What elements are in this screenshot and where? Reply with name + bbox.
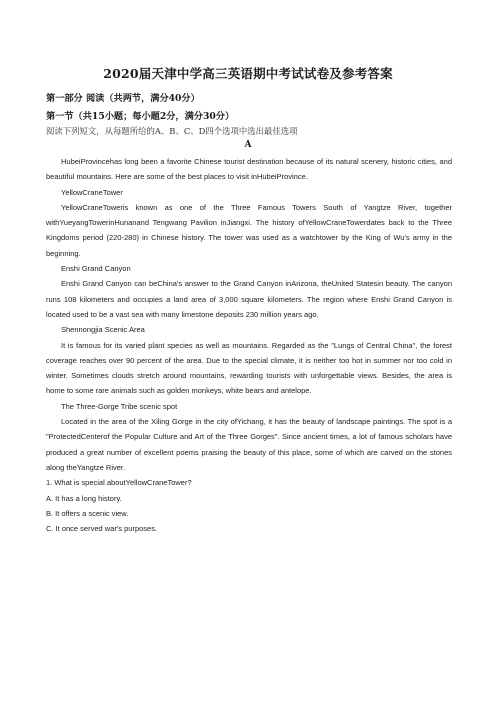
section-text-shennongjia: It is famous for its varied plant species as well as mountains. Regarded as the "Lungs of Central China", the forest coverage reaches over 90 percent of the area. Due to the special climate, it is neither too hot in summer nor too cold in winter. Sometimes clouds stretch around mountains, rewarding tourists with unforgettable views. Besides, the area is home to some rare animals such as golden monkeys, white bears and antelope. [46,340,452,396]
intro-paragraph: HubeiProvincehas long been a favorite Chinese tourist destination because of its natural scenery, historic cities, and beautiful mountains. Here are some of the best places to visit inHubeiProvince. [46,157,452,182]
passage-body [46,154,452,536]
section-text-three-gorge: Located in the area of the Xiling Gorge in the city ofYichang, it has the beauty of landscape paintings. The spot is a "ProtectedCenterof the Popular Culture and Art of the Three Gorges". Since ancient times, a lot of famous scholars have produced a great number of excellent poems praising the beauty of this place, some of which are carved on the stones along theYangtze River. [46,417,452,472]
section-text-yellow-crane: YellowCraneToweris known as one of the Three Famous Towers South of Yangtze River, together withYueyangTowerinHunanand Tengwang Pavilion inJiangxi. The history ofYellowCraneTowerdates back to the Three Kingdoms period (220-280) in Chinese history. The tower was used as a watchtower by the King of Wu's army in the beginning. [46,202,452,258]
passage-label: A [244,140,252,150]
section-heading-three-gorge: The Three-Gorge Tribe scenic spot [61,401,178,411]
section-text-enshi: Enshi Grand Canyon can beChina's answer to the Grand Canyon inArizona, theUnited Statesin beauty. The canyon runs 108 kilometers and occupies a land area of 3,000 square kilometers. The region where Enshi Grand Canyon is located used to be a vast sea with many limestone deposits 230 million years ago. [46,279,452,319]
section-heading: 第一节（共15小题；每小题2分，满分30分） [46,111,235,122]
question-option-b: B. It offers a scenic view. [46,508,129,518]
section-heading-shennongjia: Shennongjia Scenic Area [61,325,145,335]
instruction-text: 阅读下列短文，从每题所给的A、B、C、D四个选项中选出最佳选项 [46,126,298,136]
page-title: 2020届天津中学高三英语期中考试试卷及参考答案 [103,66,393,81]
question-stem: 1. What is special aboutYellowCraneTower? [46,478,192,488]
question-option-c: C. It once served war's purposes. [46,524,158,534]
question-option-a: A. It has a long history. [46,493,122,503]
part-heading: 第一部分 阅读（共两节，满分40分） [46,93,200,104]
section-heading-enshi: Enshi Grand Canyon [61,264,131,274]
section-heading-yellow-crane: YellowCraneTower [61,187,123,197]
